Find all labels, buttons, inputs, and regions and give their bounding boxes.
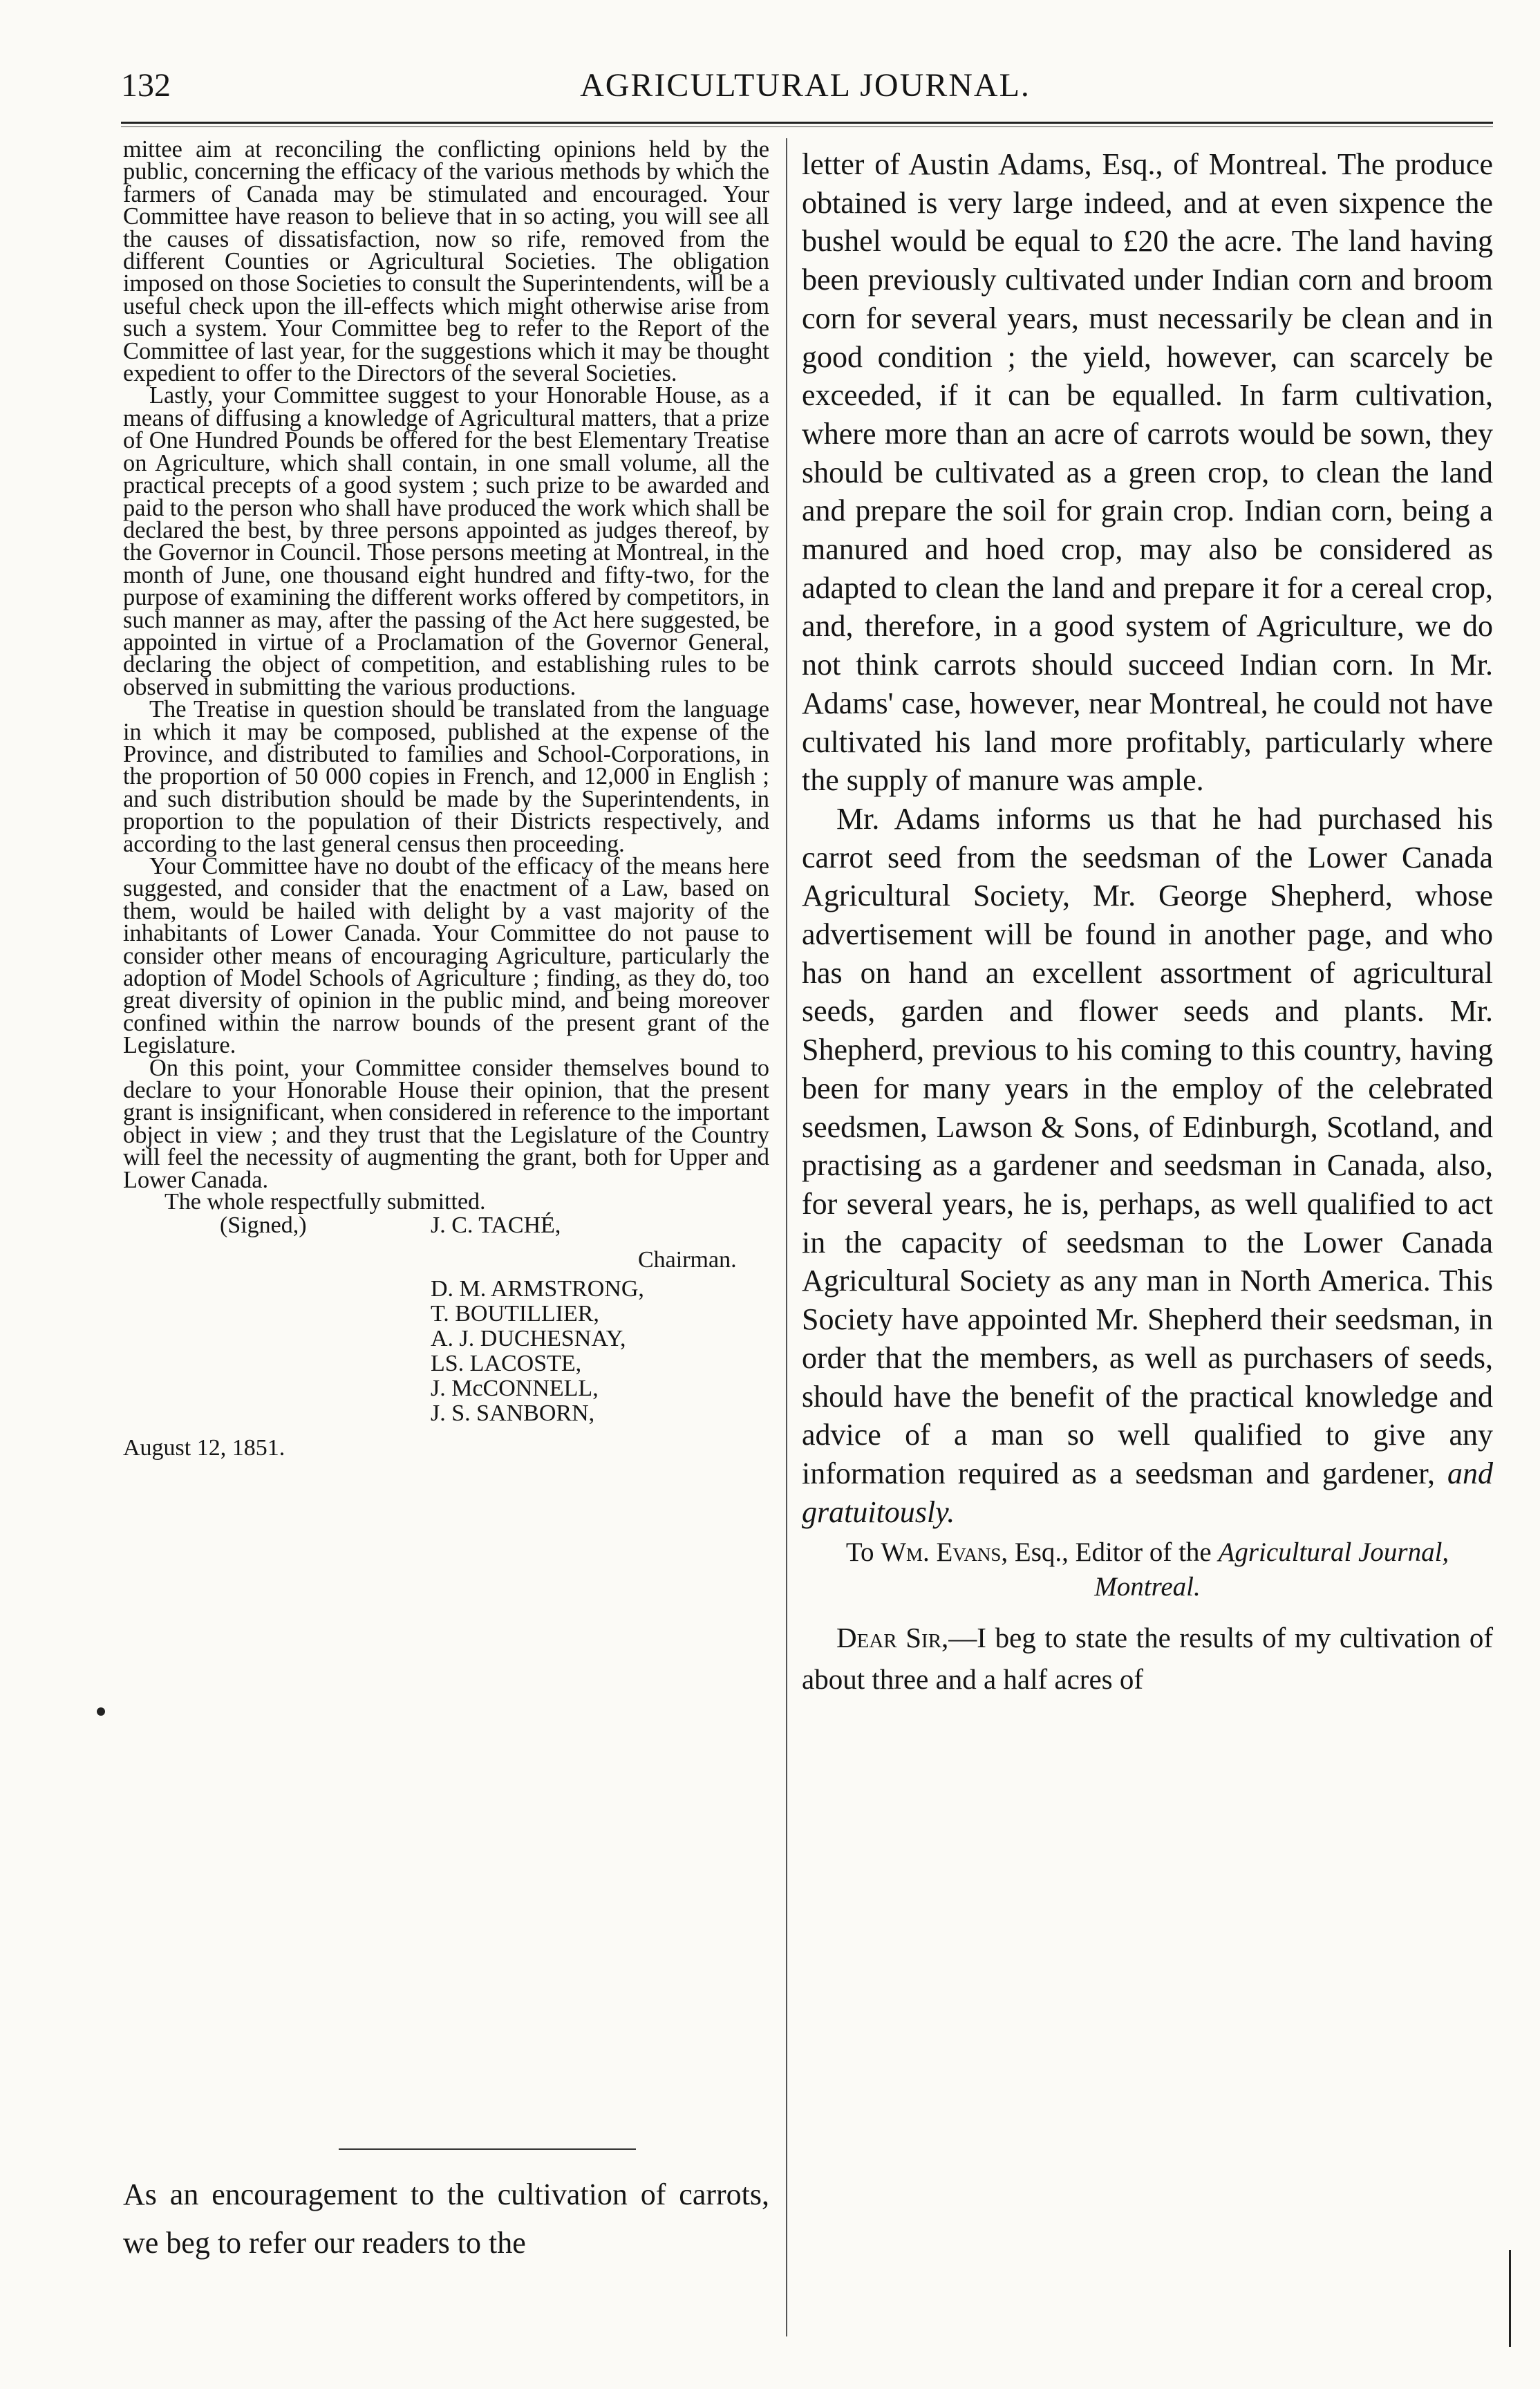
section-rule bbox=[339, 2148, 636, 2150]
closing-line: The whole respectfully submitted. bbox=[165, 1189, 486, 1215]
letter-heading bbox=[802, 1535, 1493, 1604]
right-column bbox=[802, 145, 1493, 1700]
paragraph: On this point, your Committee consider themselves bound to declare to your Honorable House their opinion, that the present grant is insignificant, when considered in reference to the important object in view ; and they trust that the Legislature of the Country will feel the necessity of augmenting the grant, both for Upper and Lower Canada. bbox=[123, 1054, 769, 1193]
paragraph: mittee aim at reconciling the conflicting opinions held by the public, concerning the efficacy of the various methods by which the farmers of Canada may be stimulated and encouraged. Your Committee have reason to believe that in so acting, you will see all the causes of dissatisfaction, now so rife, removed from the different Counties or Agricultural Societies. The obligation imposed on those Societies to consult the Superintendents, will be a useful check upon the ill-effects which might otherwise arise from such a system. Your Committee beg to refer to the Report of the Committee of last year, for the suggestions which it may be thought expedient to offer to the Directors of the several Societies. bbox=[123, 136, 769, 387]
page-header bbox=[121, 66, 1490, 115]
paragraph: Your Committee have no doubt of the efficacy of the means here suggested, and consider that the enactment of a Law, based on them, would be hailed with delight by a vast majority of the inhabitants of Lower Canada. Your Committee do not pause to consider other means of encouraging Agriculture, particularly the adoption of Model Schools of Agriculture ; finding, as they do, too great diversity of opinion in the public mind, and being moreover confined within the narrow bounds of the present grant of the Legislature. bbox=[123, 853, 769, 1059]
member-name: T. BOUTILLIER, bbox=[431, 1301, 599, 1327]
paragraph bbox=[802, 800, 1493, 1531]
salutation: Dear Sir, bbox=[836, 1622, 949, 1654]
paragraph-text: Mr. Adams informs us that he had purchased his carrot seed from the seedsman of the Lower Canada Agricultural Society, Mr. George Shepherd, whose advertisement will be found in another page, and who has on hand an excellent assortment of agricultural seeds, garden and flower seeds and plants. Mr. Shepherd, previous to his coming to this country, having been for many years in the employ of the celebrated seedsmen, Lawson & Sons, of Edinburgh, Scotland, and practising as a gardener and seedsman in Canada, also, for several years, he is, perhaps, as well qualified to act in the capacity of seedsman to the Lower Canada Agricultural Society as any man in North America. This Society have appointed Mr. Shepherd their seedsman, in order that the members, as well as purchasers of seeds, should have the benefit of the practical knowledge and advice of a man so well qualified to give any information required as a seedsman and gardener, bbox=[802, 801, 1493, 1490]
header-rule bbox=[121, 122, 1493, 124]
journal-name: Agricultural Journal, Montreal. bbox=[1094, 1537, 1449, 1602]
column-divider bbox=[786, 138, 787, 2336]
member-name: A. J. DUCHESNAY, bbox=[431, 1326, 626, 1352]
recipient-name: Wm. Evans bbox=[881, 1537, 1002, 1568]
chair-name: J. C. TACHÉ, bbox=[431, 1212, 561, 1239]
lead-paragraph: As an encouragement to the cultivation of carrots, we beg to refer our readers to the bbox=[123, 2177, 769, 2260]
margin-mark bbox=[97, 1707, 105, 1716]
signature-block bbox=[123, 1191, 769, 1627]
signed-label: (Signed,) bbox=[220, 1212, 307, 1239]
letter-to: To bbox=[845, 1537, 874, 1568]
member-name: D. M. ARMSTRONG, bbox=[431, 1276, 644, 1302]
report-date: August 12, 1851. bbox=[123, 1435, 285, 1461]
recipient-title: , Esq., Editor of the bbox=[1001, 1537, 1212, 1568]
paragraph: Lastly, your Committee suggest to your Honorable House, as a means of diffusing a knowledge of Agricultural matters, that a prize of One Hundred Pounds be offered for the best Elementary Treatise on Agriculture, which shall contain, in one small volume, all the practical precepts of a good system ; such prize to be awarded and paid to the person who shall have produced the work which shall be declared the best, by three persons appointed as judges thereof, by the Governor in Council. Those persons meeting at Montreal, in the month of June, one thousand eight hundred and fifty-two, for the purpose of examining the different works offered by competitors, in such manner as may, after the passing of the Act here suggested, be appointed in virtue of a Proclamation of the Governor General, declaring the object of competition, and establishing rules to be observed in submitting the various productions. bbox=[123, 382, 769, 700]
italic-phrase: and gratuitously. bbox=[802, 1456, 1493, 1529]
letter-text: —I beg to state the results of my cultivation of about three and a half acres of bbox=[802, 1622, 1493, 1696]
page-number: 132 bbox=[121, 67, 171, 104]
left-column bbox=[123, 138, 769, 1627]
member-name: J. McCONNELL, bbox=[431, 1376, 599, 1402]
member-name: J. S. SANBORN, bbox=[431, 1400, 595, 1427]
margin-rule bbox=[1509, 2250, 1511, 2347]
member-name: LS. LACOSTE, bbox=[431, 1351, 582, 1377]
paragraph: letter of Austin Adams, Esq., of Montreal. The produce obtained is very large indeed, and at even sixpence the bushel would be equal to £20 the acre. The land having been previously cultivated under Indian corn and broom corn for several years, must necessarily be clean and in good condition ; the yield, however, can scarcely be exceeded, if it can be equalled. In farm cultivation, where more than an acre of carrots would be sown, they should be cultivated as a green crop, to clean the land and prepare the soil for grain crop. Indian corn, being a manured and hoed crop, may also be considered as adapted to clean the land and prepare it for a cereal crop, and, therefore, in a good system of Agriculture, we do not think carrots should succeed Indian corn. In Mr. Adams' case, however, near Montreal, he could not have cultivated his land more profitably, particularly where the supply of manure was ample. bbox=[802, 147, 1493, 798]
paragraph: The Treatise in question should be translated from the language in which it may be composed, published at the expense of the Province, and distributed to families and School-Corporations, in the proportion of 50 000 copies in French, and 12,000 in English ; and such distribution should be made by the Superintendents, in proportion to the population of their Districts respectively, and according to the last general census then proceeding. bbox=[123, 696, 769, 857]
running-title: AGRICULTURAL JOURNAL. bbox=[580, 67, 1031, 104]
letter-body bbox=[802, 1617, 1493, 1700]
chair-title: Chairman. bbox=[638, 1247, 737, 1273]
